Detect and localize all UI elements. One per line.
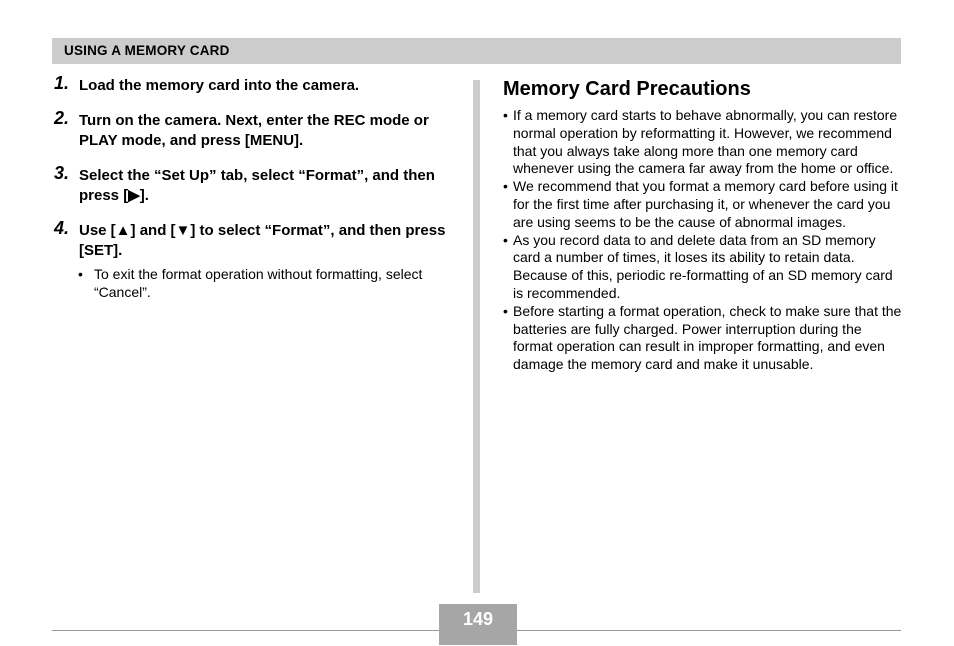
step-number: 4. [54,218,70,238]
bullet-icon: • [78,266,83,282]
section-header-bar [52,38,901,64]
list-item [503,107,903,178]
list-item [503,232,903,303]
precautions-list [503,107,903,374]
step-3 [52,163,452,206]
list-item [503,178,903,231]
bullet-icon: • [503,302,508,319]
bullet-icon: • [503,231,508,248]
step-number: 2. [54,108,70,128]
step-2 [52,108,452,151]
step-note [52,265,452,301]
precautions-title: Memory Card Precautions [503,78,751,100]
page-number: 149 [462,609,494,629]
list-item [503,303,903,374]
step-text: Use [▲] and [▼] to select “Format”, and then press [SET]. [79,222,446,259]
column-divider [473,80,480,593]
bullet-icon: • [503,178,508,195]
page-number-badge [439,604,517,645]
steps-column [52,75,452,301]
list-item-text: We recommend that you format a memory card before using it for the first time after purchasing it, or whenever the card you are using seems to be the cause of abnormal images. [513,178,898,230]
list-item-text: If a memory card starts to behave abnormally, you can restore normal operation by reformatting it. However, we recommend that you always take along more than one memory card whenever using the camera far away from the home or office. [513,107,898,177]
step-note-text: To exit the format operation without formatting, select “Cancel”. [94,266,423,300]
step-1 [52,73,452,96]
step-4 [52,218,452,261]
step-text: Select the “Set Up” tab, select “Format”, and then press [▶]. [79,167,435,204]
step-number: 1. [54,73,70,93]
list-item-text: As you record data to and delete data from an SD memory card a number of times, it loses its ability to retain data. Because of this, periodic re-formatting of an SD memory card is recommended. [513,231,893,301]
section-header-title: USING A MEMORY CARD [64,43,230,58]
precautions-column [503,76,903,374]
bullet-icon: • [503,107,508,123]
step-number: 3. [54,163,70,183]
step-text: Turn on the camera. Next, enter the REC mode or PLAY mode, and press [MENU]. [79,112,429,149]
step-text: Load the memory card into the camera. [79,77,360,94]
list-item-text: Before starting a format operation, check to make sure that the batteries are fully charged. Power interruption during the format operation can result in improper formatting, and even damage the memory card and make it unusable. [513,302,902,373]
